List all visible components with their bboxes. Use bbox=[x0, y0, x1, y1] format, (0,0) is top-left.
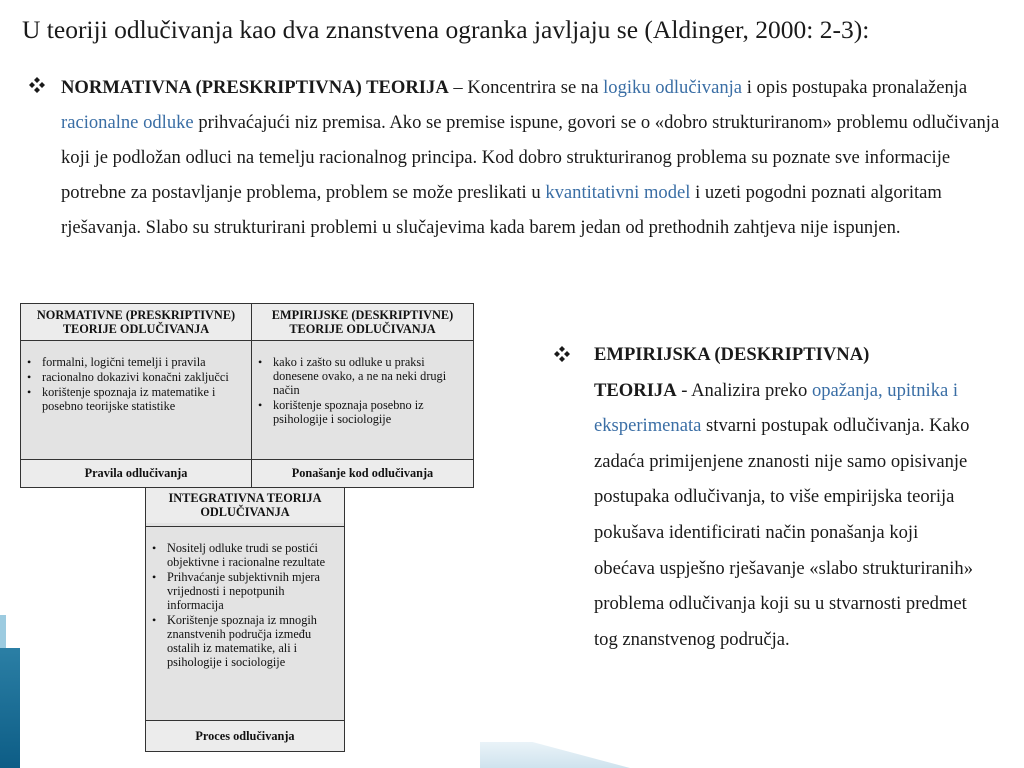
four-diamond-bullet-icon bbox=[553, 345, 571, 363]
slide-title: U teoriji odlučivanja kao dva znanstvena ogranka javljaju se (Aldinger, 2000: 2-3): bbox=[22, 15, 870, 44]
list-item: • korištenje spoznaja posebno iz psihologije i sociologije bbox=[252, 398, 467, 426]
highlight-methods: opažanja, upitnika i eksperimenata bbox=[594, 379, 959, 437]
list-item: • kako i zašto su odluke u praksi donesene ovako, a ne na neki drugi način bbox=[252, 355, 467, 397]
normative-theories-box bbox=[20, 303, 252, 488]
list-item: • Korištenje spoznaja iz mnogih znanstvenih područja između ostalih iz matematike, ali i psihologije i sociologije bbox=[146, 613, 338, 669]
empirical-text bbox=[594, 337, 973, 657]
normative-text-2: i opis postupaka pronalaženja bbox=[742, 77, 968, 98]
normative-paragraph bbox=[28, 70, 1013, 245]
empirical-heading-1: EMPIRIJSKA (DESKRIPTIVNA) bbox=[594, 344, 870, 365]
integrative-theory-box bbox=[145, 487, 345, 752]
box-header: NORMATIVNE (PRESKRIPTIVNE) TEORIJE ODLUČIVANJA bbox=[21, 304, 251, 341]
decor-bar-dark bbox=[0, 648, 20, 768]
empirical-heading-2: TEORIJA bbox=[594, 379, 677, 401]
list-item: • korištenje spoznaja iz matematike i posebno teorijske statistike bbox=[21, 385, 247, 413]
box-header: EMPIRIJSKE (DESKRIPTIVNE) TEORIJE ODLUČIVANJA bbox=[252, 304, 473, 341]
four-diamond-bullet-icon bbox=[28, 76, 46, 94]
box-list bbox=[146, 541, 344, 669]
highlight-logic: logiku odlučivanja bbox=[603, 77, 743, 98]
box-list bbox=[252, 355, 473, 426]
box-list bbox=[21, 355, 251, 413]
decor-wedge bbox=[480, 742, 630, 768]
normative-text bbox=[61, 70, 1013, 245]
empirical-paragraph bbox=[553, 337, 973, 657]
normative-text-3: prihvaćajući niz premisa. Ako se premise ispune, govori se o «dobro strukturiranom» problemu odlučivanja koji je podložan odluci na temelju racionalnog principa. Kod dobro strukturiranog problema su poznate sve informacije potrebne za postavljanje problema, problem se može preslikati u bbox=[61, 112, 1000, 203]
list-item: • Nositelj odluke trudi se postići objektivne i racionalne rezultate bbox=[146, 541, 338, 569]
box-header: INTEGRATIVNA TEORIJA ODLUČIVANJA bbox=[146, 488, 344, 523]
highlight-rational-decision: racionalne odluke bbox=[61, 112, 194, 133]
normative-heading: NORMATIVNA (PRESKRIPTIVNA) TEORIJA bbox=[61, 77, 449, 98]
list-item: • Prihvaćanje subjektivnih mjera vrijednosti i nepotpunih informacija bbox=[146, 570, 338, 612]
list-item: • racionalno dokazivi konačni zaključci bbox=[21, 370, 247, 384]
normative-text-4: i uzeti pogodni poznati algoritam rješavanja. Slabo su strukturirani problemi u slučajevima kada barem jedan od prethodnih zahtjeva nije ispunjen. bbox=[61, 182, 942, 238]
empirical-theories-box bbox=[251, 303, 474, 488]
box-footer: Pravila odlučivanja bbox=[21, 459, 251, 487]
list-item: • formalni, logični temelji i pravila bbox=[21, 355, 247, 369]
highlight-quant-model: kvantitativni model bbox=[545, 182, 691, 203]
normative-text-1: – Koncentrira se na bbox=[448, 77, 604, 98]
empirical-text-2: stvarni postupak odlučivanja. Kako zadaća primijenjene znanosti nije samo opisivanje postupaka odlučivanja, to više empirijska teorija pokušava identificirati način ponašanja koji obećava uspješno rješavanje «slabo strukturiranih» problema odlučivanja koji su u stvarnosti predmet tog znanstvenog područja. bbox=[594, 415, 973, 650]
box-footer: Ponašanje kod odlučivanja bbox=[252, 459, 473, 487]
empirical-text-1: - Analizira preko bbox=[676, 379, 812, 401]
box-footer: Proces odlučivanja bbox=[146, 720, 344, 751]
